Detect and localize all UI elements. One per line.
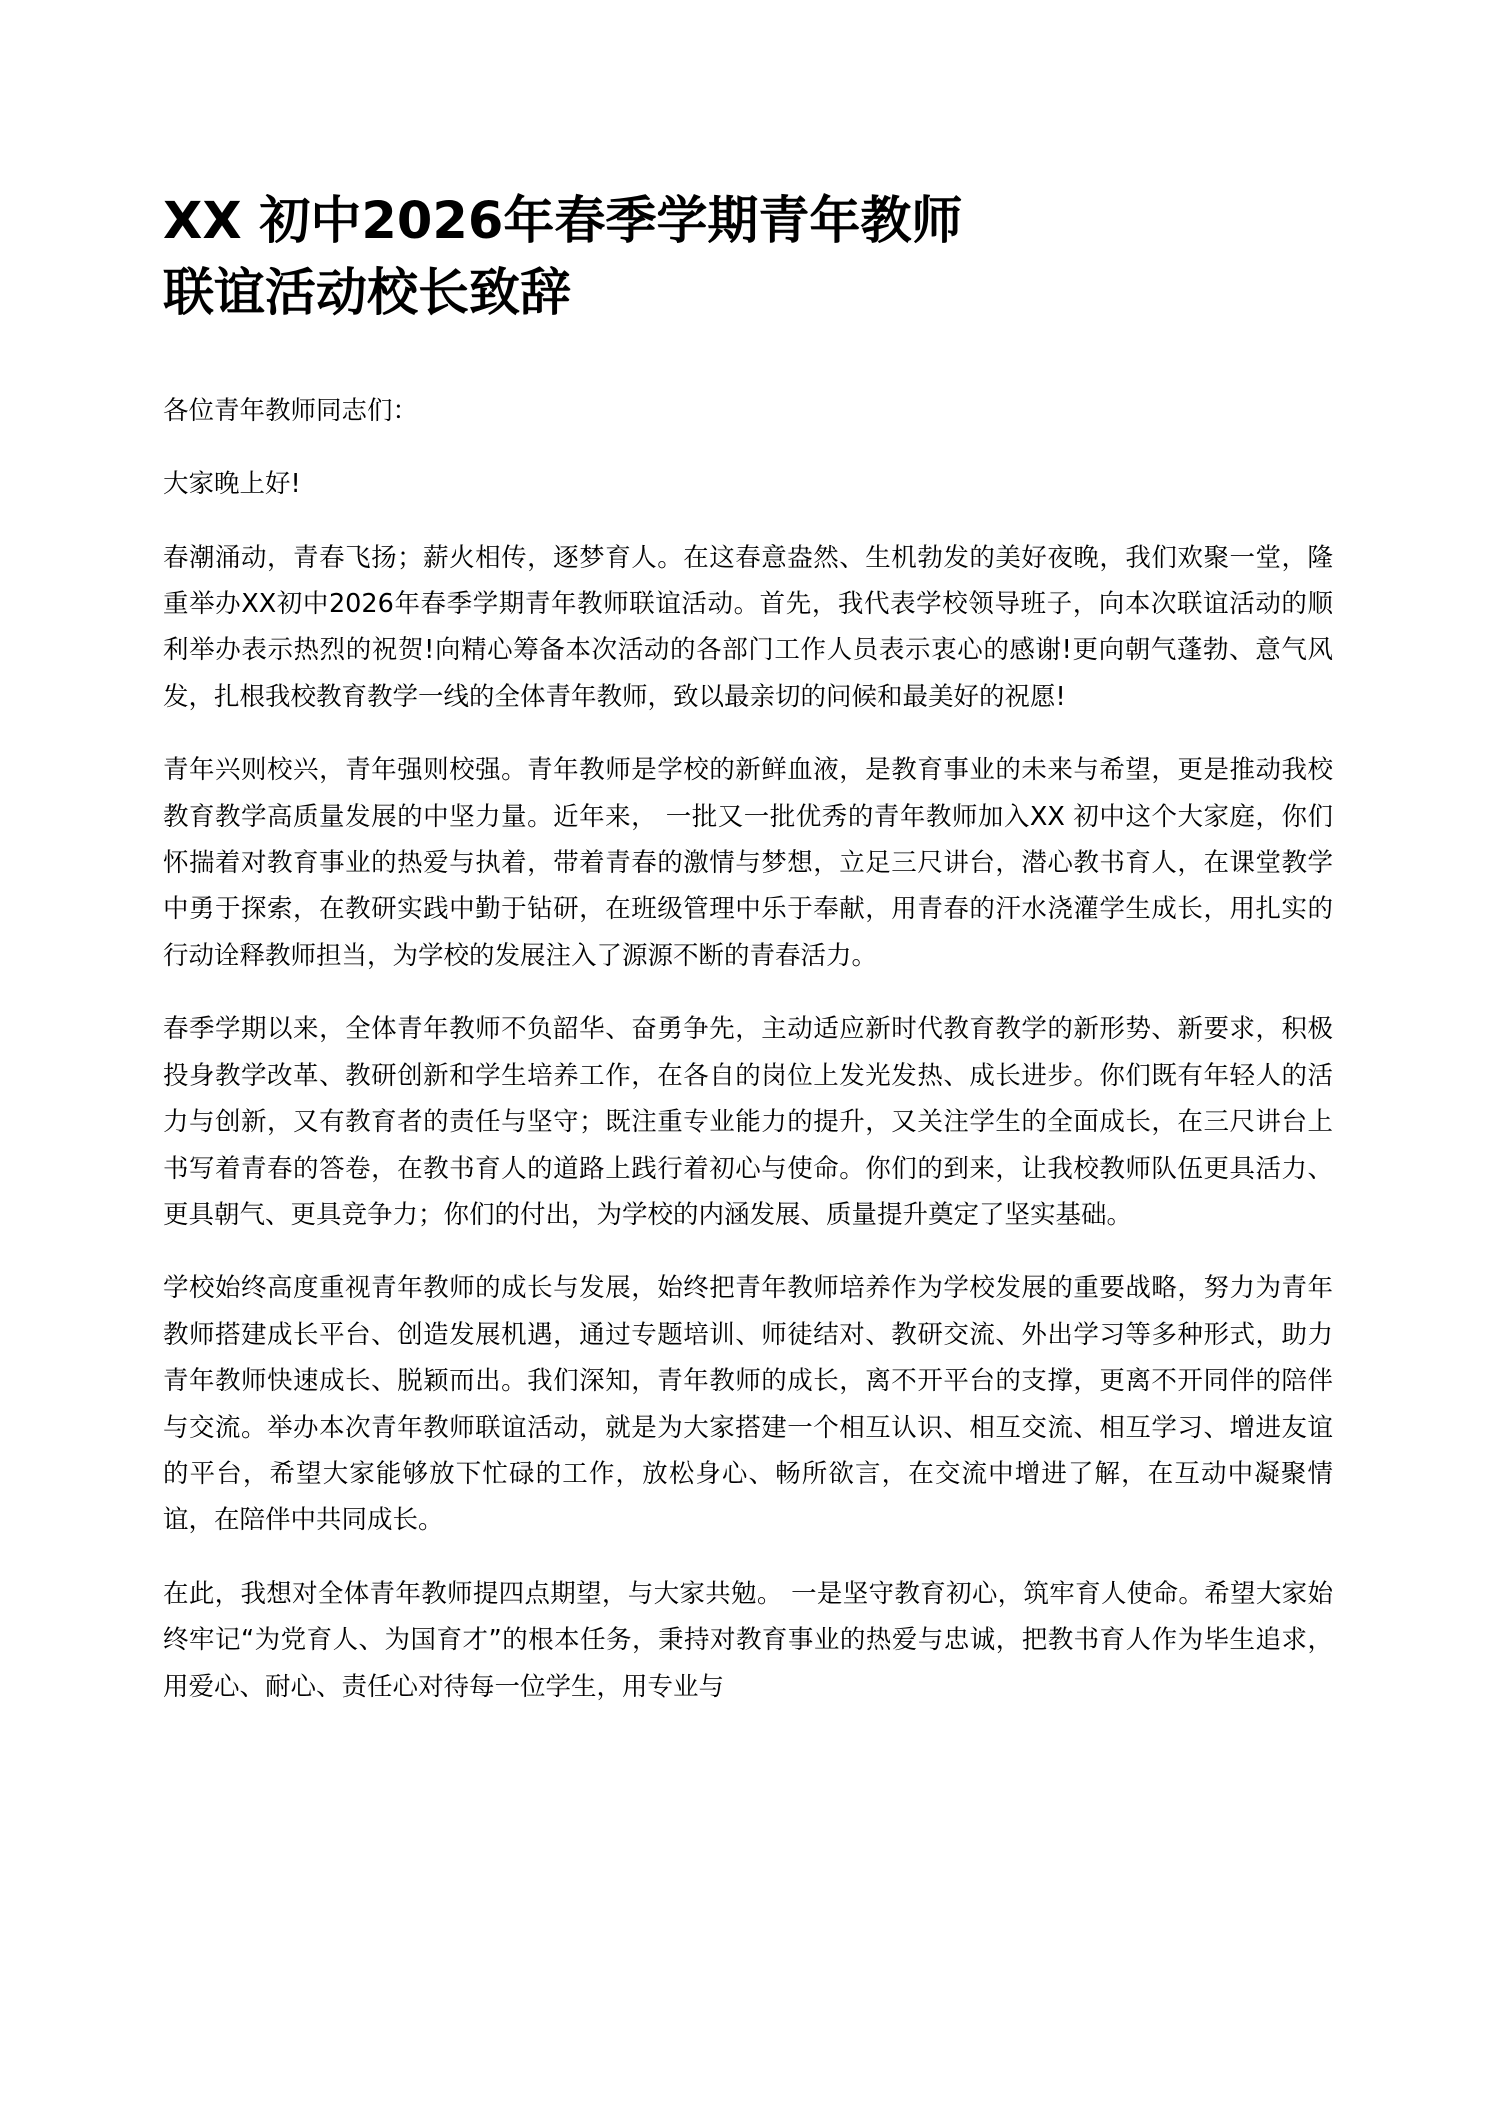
body-paragraph-2: 青年兴则校兴，青年强则校强。青年教师是学校的新鲜血液，是教育事业的未来与希望，更是推动我校教育教学高质量发展的中坚力量。近年来， 一批又一批优秀的青年教师加入XX 初中这个大家庭，你们怀揣着对教育事业的热爱与执着，带着青春的激情与梦想，立足三尺讲台，潜心教书育人，在课堂教学中勇于探索，在教研实践中勤于钻研，在班级管理中乐于奉献，用青春的汗水浇灌学生成长，用扎实的行动诠释教师担当，为学校的发展注入了源源不断的青春活力。: [163, 755, 1333, 971]
greeting-line: 大家晚上好!: [163, 469, 301, 500]
body-paragraph-5: 在此，我想对全体青年教师提四点期望，与大家共勉。 一是坚守教育初心，筑牢育人使命。希望大家始终牢记“为党育人、为国育才”的根本任务，秉持对教育事业的热爱与忠诚，把教书育人作为毕生追求，用爱心、耐心、责任心对待每一位学生，用专业与: [163, 1578, 1333, 1702]
body-paragraph-4: 学校始终高度重视青年教师的成长与发展，始终把青年教师培养作为学校发展的重要战略，努力为青年教师搭建成长平台、创造发展机遇，通过专题培训、师徒结对、教研交流、外出学习等多种形式，助力青年教师快速成长、脱颖而出。我们深知，青年教师的成长，离不开平台的支撑，更离不开同伴的陪伴与交流。举办本次青年教师联谊活动，就是为大家搭建一个相互认识、相互交流、相互学习、增进友谊的平台，希望大家能够放下忙碌的工作，放松身心、畅所欲言，在交流中增进了解，在互动中凝聚情谊，在陪伴中共同成长。: [163, 1273, 1333, 1536]
body-paragraph-1: 春潮涌动，青春飞扬；薪火相传，逐梦育人。在这春意盎然、生机勃发的美好夜晚，我们欢聚一堂，隆重举办XX初中2026年春季学期青年教师联谊活动。首先，我代表学校领导班子，向本次联谊活动的顺利举办表示热烈的祝贺!向精心筹备本次活动的各部门工作人员表示衷心的感谢!更向朝气蓬勃、意气风发，扎根我校教育教学一线的全体青年教师，致以最亲切的问候和最美好的祝愿!: [163, 542, 1333, 712]
page-title: [163, 0, 1263, 331]
document-body: [163, 388, 1333, 1710]
title-line-2: 联谊活动校长致辞: [163, 264, 572, 324]
title-line-1: XX 初中2026年春季学期青年教师: [163, 192, 963, 251]
salutation-line: 各位青年教师同志们：: [163, 395, 419, 426]
body-paragraph-3: 春季学期以来，全体青年教师不负韶华、奋勇争先，主动适应新时代教育教学的新形势、新要求，积极投身教学改革、教研创新和学生培养工作，在各自的岗位上发光发热、成长进步。你们既有年轻人的活力与创新，又有教育者的责任与坚守；既注重专业能力的提升，又关注学生的全面成长，在三尺讲台上书写着青春的答卷，在教书育人的道路上践行着初心与使命。你们的到来，让我校教师队伍更具活力、更具朝气、更具竞争力；你们的付出，为学校的内涵发展、质量提升奠定了坚实基础。: [163, 1014, 1333, 1230]
document-content: [163, 0, 1333, 1710]
